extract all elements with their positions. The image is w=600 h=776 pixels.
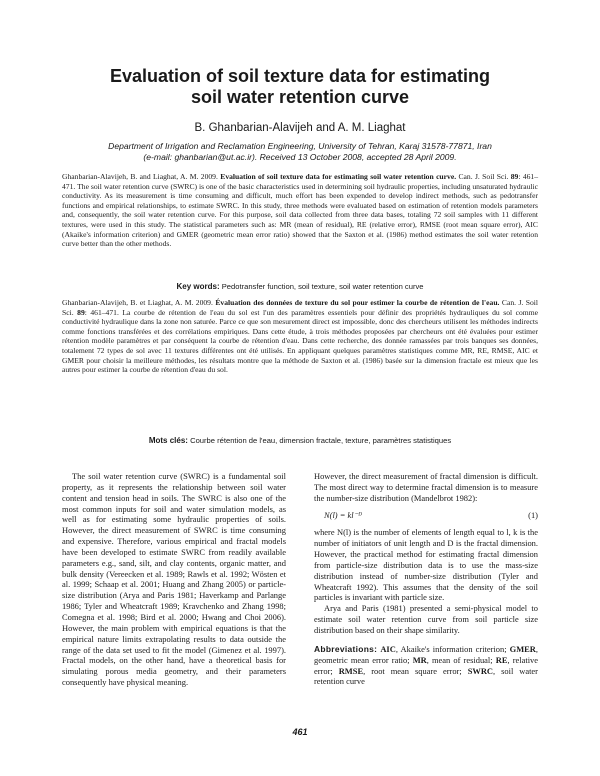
affiliation-line-2: (e-mail: ghanbarian@ut.ac.ir). Received 13 October 2008, accepted 28 April 2009. bbox=[143, 152, 457, 162]
body-paragraph: where N(l) is the number of elements of length equal to l, k is the number of initiators of unit length and D is the fractal dimension. However, the practical method for estimating fractal dimension from particle-size distribution data is to use the mass-size distribution instead of number-size distribution (Tyler and Wheatcraft 1992). This assumes that the density of the soil particles is invariant with particle size. bbox=[314, 527, 538, 603]
authors: B. Ghanbarian-Alavijeh and A. M. Liaghat bbox=[194, 122, 406, 134]
abbrev-def: , geometric mean error ratio; bbox=[314, 643, 538, 665]
citation-journal: Can. J. Soil Sci. bbox=[62, 298, 539, 317]
title-line-1: Evaluation of soil texture data for estimating bbox=[109, 66, 491, 86]
abbrev-def: , root mean square error; bbox=[363, 665, 468, 676]
affiliation-line-1: Department of Irrigation and Reclamation Engineering, University of Tehran, Karaj 31578-77871, Iran bbox=[108, 141, 492, 151]
equation-number: (1) bbox=[528, 509, 538, 520]
affiliation bbox=[70, 141, 530, 163]
abbrev-term: RE bbox=[495, 654, 508, 665]
abbrev-def: , Akaike's information criterion; bbox=[395, 643, 510, 654]
keywords-english bbox=[62, 282, 538, 291]
citation-journal: Can. J. Soil Sci. bbox=[458, 172, 509, 181]
body-column-left bbox=[62, 471, 286, 688]
keywords-label: Mots clés: bbox=[148, 436, 188, 445]
keywords-french bbox=[62, 436, 538, 445]
abbrev-term: RMSE bbox=[338, 665, 364, 676]
abbreviations-label: Abbreviations: bbox=[314, 643, 378, 654]
abstract-english bbox=[62, 172, 538, 249]
paper-title bbox=[60, 66, 540, 108]
citation-pages: : 461–471. bbox=[84, 307, 119, 317]
citation-pages: : 461–471. bbox=[62, 172, 539, 191]
citation-title: Évaluation des données de texture du sol pour estimer la courbe de rétention de l'eau. bbox=[215, 298, 500, 307]
keywords-label: Key words: bbox=[176, 282, 220, 291]
citation-title: Evaluation of soil texture data for estimating soil water retention curve. bbox=[220, 172, 457, 181]
citation-authors: Ghanbarian-Alavijeh, B. and Liaghat, A. M. 2009. bbox=[62, 172, 218, 181]
abbrev-term: MR bbox=[412, 654, 427, 665]
abstract-text: The soil water retention curve (SWRC) is one of the basic characteristics used in determining soil hydraulic properties, including unsaturated hydraulic conductivity. As its measurement is time consuming and difficult, much effort has been expended to develop indirect methods, such as pedotransfer functions and empirical relationships, to estimate SWRC. In this study, three methods were evaluated based on estimation of retention models parameters and, consequently, the soil water retention curve. For this purpose, soil data collected from three data bases, totaling 72 soil samples with 11 different textures, were used in this study. The statistical parameters such as: MR (mean of residual), RE (relative error), RMSE (root mean square error), AIC (Akaike's information criterion) and GMER (geometric mean error ratio) showed that the Saxton et al. (1986) method estimates the soil water retention curve better than the other methods. bbox=[62, 181, 539, 249]
citation-volume: 89 bbox=[77, 307, 85, 317]
abbrev-def: , soil water retention curve bbox=[314, 665, 538, 687]
keywords-text: Courbe rétention de l'eau, dimension fractale, texture, paramètres statistiques bbox=[190, 436, 452, 445]
abbreviations bbox=[314, 644, 538, 687]
abbrev-term: GMER bbox=[509, 643, 536, 654]
equation-1 bbox=[314, 510, 538, 521]
abbrev-def: , mean of residual; bbox=[426, 654, 496, 665]
abbrev-term: AIC bbox=[380, 643, 396, 654]
abbrev-term: SWRC bbox=[467, 665, 494, 676]
abstract-french bbox=[62, 298, 538, 375]
body-column-right bbox=[314, 471, 538, 687]
citation-volume: 89 bbox=[510, 172, 519, 181]
citation-authors: Ghanbarian-Alavijeh, B. et Liaghat, A. M. 2009. bbox=[62, 298, 213, 307]
abstract-text: La courbe de rétention de l'eau du sol est l'un des paramètres essentiels pour définir des propriétés hydrauliques du sol comme conductivité hydraulique dans la zone non saturée. Parce ce que son mesurement direct est impossible, donc des chercheurs utilisent les méthodes indirects comme fonctions transférées et des corrélations empiriques. Dans cette étude, à trois méthodes proposées par chercheurs ont été évaluées pour estimer rétention modèle paramètres et par conséquent la courbe de rétention d'eau. Dans cette recherche, des donnée ramassées par trois banques ses données, totalement 72 types de sol avec 11 textures différentes ont été utilisés. En appliquant quelques paramètres statistiques comme MR, RE, RMSE, AIC et GMER pour choisir la meilleure méthodes, les résultats montre que la méthode de Saxton et al. (1986) basée sur la dimension fractale est mieux que les autres pour estimer la courbe de rétention d'eau du sol. bbox=[62, 307, 538, 375]
body-paragraph: The soil water retention curve (SWRC) is a fundamental soil property, as it represents the relationship between soil water content and tension head in soils. The SWRC is also one of the most common inputs for soil and water simulation models, as well as for estimating some hydraulic properties of soils. However, the direct measurement of SWRC is time consuming and expensive. Therefore, various empirical and fractal models have been developed to estimate SWRC from readily available parameters e.g., sand, silt, and clay contents, organic matter, and bulk density (Vereecken et al. 1989; Rawls et al. 1992; Wösten et al. 1999; Schaap et al. 2001; Huang and Zhang 2005) or particle-size distribution (Arya and Paris 1981; Haverkamp and Parlange 1986; Tyler and Wheatcraft 1989; Kravchenko and Zhang 1998; Comegna et al. 1998; Bird et al. 2000; Hwang and Choi 2006). However, the main problem with empirical equations is that the empirical nature limits extrapolating results to data outside the range of the data set used to fit the model (Gimenez et al. 1997). Fractal models, on the other hand, have a theoretical basis for simulating porous media geometry, and their parameters consequently have physical meaning. bbox=[62, 471, 286, 688]
body-paragraph: Arya and Paris (1981) presented a semi-physical model to estimate soil water retention curve from soil particle size distribution based on their shape similarity. bbox=[314, 603, 538, 635]
body-paragraph: However, the direct measurement of fractal dimension is difficult. The most direct way to determine fractal dimension is to measure the number-size distribution (Mandelbrot 1982): bbox=[314, 471, 538, 503]
keywords-text: Pedotransfer function, soil texture, soil water retention curve bbox=[221, 282, 424, 291]
title-line-2: soil water retention curve bbox=[190, 87, 410, 107]
equation-expression: N(l) = kl⁻ᴰ bbox=[324, 509, 363, 520]
page-number: 461 bbox=[292, 727, 308, 737]
abbrev-def: , relative error; bbox=[314, 654, 538, 676]
